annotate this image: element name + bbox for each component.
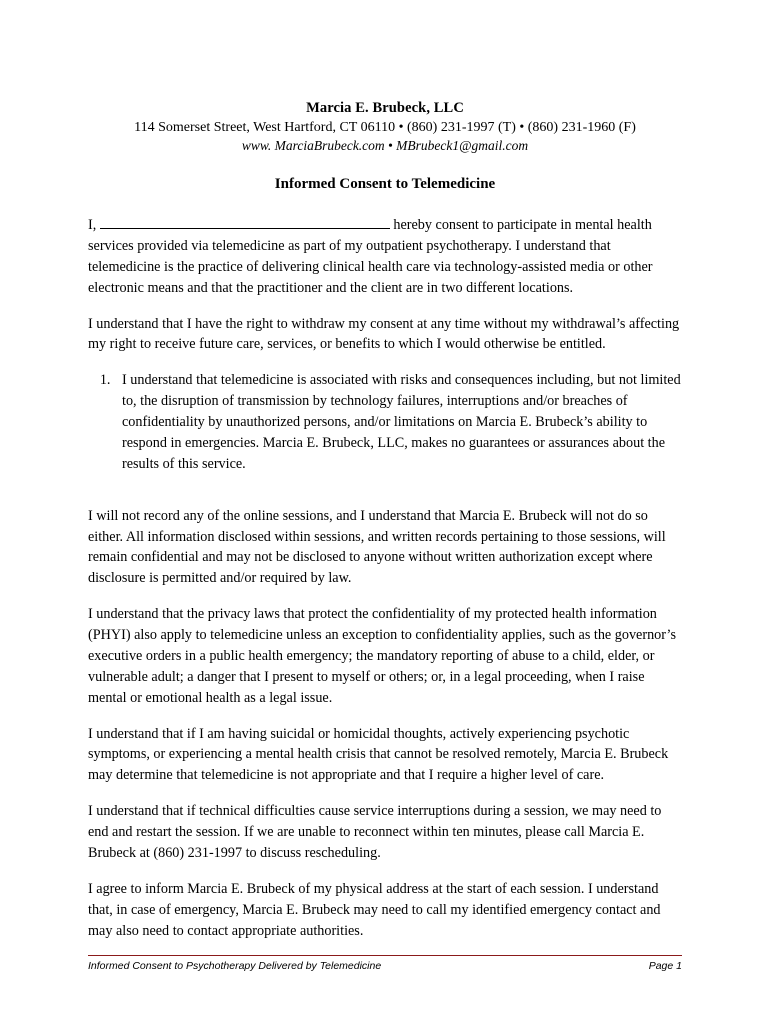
firm-web-email: www. MarciaBrubeck.com • MBrubeck1@gmail.com — [241, 138, 529, 153]
name-blank-field[interactable] — [100, 216, 390, 229]
footer-document-label: Informed Consent to Psychotherapy Delivered by Telemedicine — [88, 960, 382, 972]
list-item: 1. I understand that telemedicine is associated with risks and consequences including, but not limited to, the disruption of transmission by technology failures, interruptions and/or breaches of confidentiality by unauthorized persons, and/or limitations on Marcia E. Brubeck’s ability to respond in emergencies. Marcia E. Brubeck, LLC, makes no guarantees or assurances about the results of this service. — [114, 370, 682, 474]
footer-row — [88, 960, 682, 972]
paragraph-recording: I will not record any of the online sessions, and I understand that Marcia E. Brubeck will not do so either. All information disclosed within sessions, and written records pertaining to those sessions, will remain confidential and may not be disclosed to anyone without written authorization except where disclosure is permitted and/or required by law. — [88, 507, 666, 587]
paragraph-crisis: I understand that if I am having suicidal or homicidal thoughts, actively experiencing psychotic symptoms, or experiencing a mental health crisis that cannot be resolved remotely, Marcia E. Brubeck may determine that telemedicine is not appropriate and that I require a higher level of care. — [88, 725, 669, 784]
paragraph-privacy: I understand that the privacy laws that protect the confidentiality of my protected health information (PHYI) also apply to telemedicine unless an exception to confidentiality applies, such as the governor’s executive orders in a public health emergency; the mandatory reporting of abuse to a child, elder, or vulnerable adult; a danger that I present to myself or others; or, in a legal proceeding, when I raise mental or emotional health as a legal issue. — [88, 606, 676, 706]
paragraph-technical: I understand that if technical difficulties cause service interruptions during a session, we may need to end and restart the session. If we are unable to reconnect within ten minutes, please call Marcia E. Brubeck at (860) 231-1997 to discuss rescheduling. — [88, 803, 662, 861]
numbered-list — [88, 370, 682, 474]
footer-divider — [88, 955, 682, 956]
paragraph-address-disclosure: I agree to inform Marcia E. Brubeck of my physical address at the start of each session. I understand that, in case of emergency, Marcia E. Brubeck may need to call my identified emergency contact and may also need to contact appropriate authorities. — [88, 880, 661, 939]
page-footer — [88, 955, 682, 972]
intro-text-after: hereby consent to participate in mental health services provided via telemedicine as part of my outpatient psychotherapy. I understand that telemedicine is the practice of delivering clinical health care via technology-assisted media or other electronic means and that the practitioner and the client are in two different locations. — [88, 217, 653, 296]
paragraph-intro — [88, 215, 682, 299]
intro-text-before: I, — [88, 217, 100, 233]
letterhead — [88, 100, 682, 154]
page-title: Informed Consent to Telemedicine — [274, 176, 496, 192]
spacer — [88, 490, 682, 506]
footer-page-number: Page 1 — [648, 960, 682, 972]
firm-name: Marcia E. Brubeck, LLC — [306, 100, 464, 116]
paragraph-withdraw: I understand that I have the right to withdraw my consent at any time without my withdrawal’s affecting my right to receive future care, services, or benefits to which I would otherwise be entitled. — [88, 315, 680, 353]
firm-address: 114 Somerset Street, West Hartford, CT 06110 • (860) 231-1997 (T) • (860) 231-1960 (F) — [134, 120, 636, 135]
